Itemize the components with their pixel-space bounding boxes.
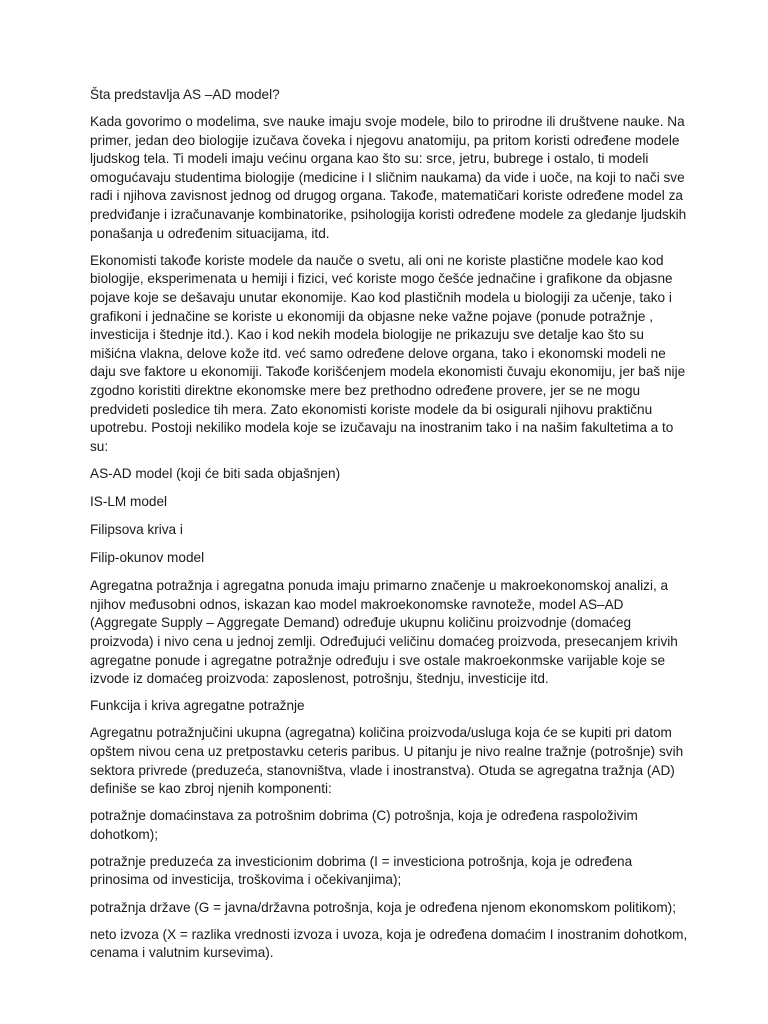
component-item: neto izvoza (X = razlika vrednosti izvoza i uvoza, koja je određena domaćim I inostranim dohotkom, cenama i valutnim kursevima). bbox=[90, 926, 688, 961]
model-list-item: IS-LM model bbox=[90, 493, 168, 509]
model-list-item: Filipsova kriva i bbox=[90, 521, 183, 537]
component-item: potražnja države (G = javna/državna potrošnja, koja je određena njenom ekonomskom politikom); bbox=[90, 899, 676, 915]
paragraph-models-in-science: Kada govorimo o modelima, sve nauke imaju svoje modele, bilo to prirodne ili društvene nauke. Na primer, jedan deo biologije izučava čoveka i njegovu anatomiju, pa pritom koristi određene modele ljudskog tela. Ti modeli imaju većinu organa kao što su: srce, jetru, bubrege i ostalo, ti modeli omogućavaju studentima biologije (medicine i I sličnim naukama) da vide i uoče, na koji to nači sve radi i njihova zavisnost jednog od drugog organa. Takođe, matematičari koriste određene model za predviđanje i izračunavanje kombinatorike, psihologija koristi određene modele za gledanje ljudskih ponašanja u određenim situacijama, itd. bbox=[90, 114, 687, 241]
model-list-item: AS-AD model (koji će biti sada objašnjen) bbox=[90, 465, 341, 481]
paragraph-economists-models: Ekonomisti takođe koriste modele da nauče o svetu, ali oni ne koriste plastične modele kao kod biologije, eksperimenata u hemiji i fizici, već koriste mogo češće jednačine i grafikone da objasne pojave koje se dešavaju unutar ekonomije. Kao kod plastičnih modela u biologiji za učenje, tako i grafikoni i jednačine se koriste u ekonomiji da objasne neke važne pojave (ponude potražnje , investicija i štednje itd.). Kao i kod nekih modela biologije ne prikazuju sve detalje kao što su mišićna vlakna, delove kože itd. već samo određene delove organa, tako i ekonomski modeli ne daju sve faktore u ekonomiji. Takođe korišćenjem modela ekonomisti čuvaju ekonomiju, jer baš nije zgodno koristiti direktne ekonomske mere bez prethodno određene provere, jer se ne mogu predvideti posledice tih mera. Zato ekonomisti koriste modele da bi osigurali njihovu praktičnu upotrebu. Postoji nekiliko modela koje se izučavaju na inostranim tako i na našim fakultetima a to su: bbox=[90, 252, 686, 454]
paragraph-aggregate-demand: Agregatnu potražnjučini ukupna (agregatna) količina proizvoda/usluga koja će se kupiti pri datom opštem nivou cena uz pretpostavku ceteris paribus. U pitanju je nivo realne tražnje (potrošnje) svih sektora privrede (preduzeća, stanovništva, vlade i inostranstva). Otuda se agregatna tražnja (AD) definiše se kao zbroj njenih komponenti: bbox=[90, 725, 684, 797]
document-title: Šta predstavlja AS –AD model? bbox=[90, 87, 280, 102]
paragraph-as-ad: Agregatna potražnja i agregatna ponuda imaju primarno značenje u makroekonomskoj analizi, a njihov međusobni odnos, iskazan kao model makroekonomske ravnoteže, model AS–AD (Aggregate Supply – Aggregate Demand) određuje ukupnu količinu proizvodnje (domaćeg proizvoda) i nivo cena u jednoj zemlji. Određujući veličinu domaćeg proizvoda, presecanjem krivih agregatne ponude i agregatne potražnje određuju i sve ostale makroekonmske varijable koje se izvode iz domaćeg proizvoda: zaposlenost, potrošnju, štednju, investicije itd. bbox=[90, 578, 678, 687]
section-subheading: Funkcija i kriva agregatne potražnje bbox=[90, 698, 305, 714]
document-page bbox=[90, 86, 690, 971]
component-item: potražnje preduzeća za investicionim dobrima (I = investiciona potrošnja, koja je određena prinosima od investicija, troškovima i očekivanjima); bbox=[90, 853, 633, 888]
component-item: potražnje domaćinstava za potrošnim dobrima (C) potrošnja, koja je određena raspoloživim dohotkom); bbox=[90, 808, 638, 842]
model-list-item: Filip-okunov model bbox=[90, 550, 205, 566]
